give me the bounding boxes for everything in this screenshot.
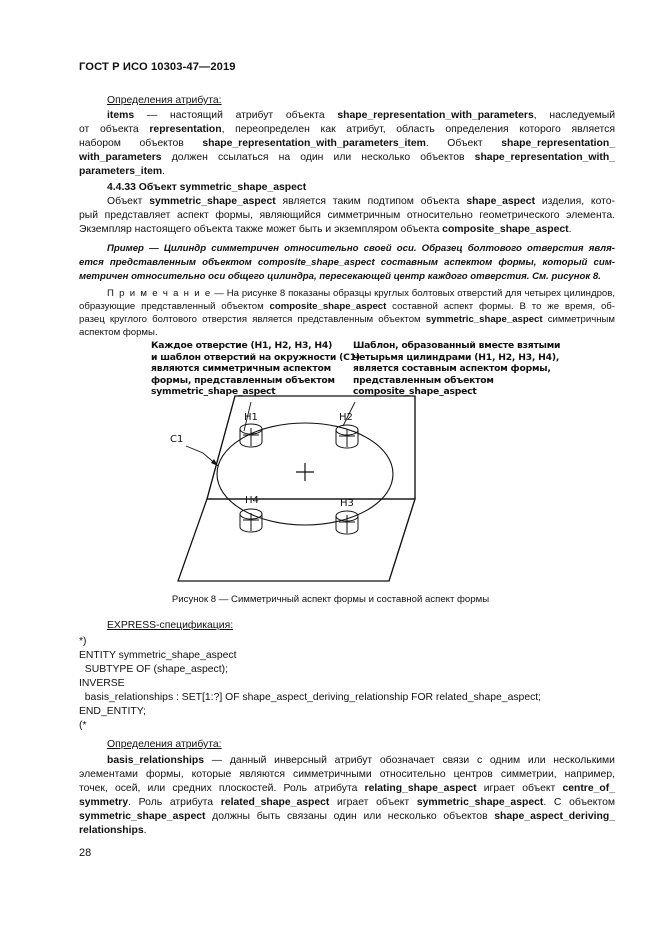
- code-line: (*: [79, 720, 87, 731]
- text-run: от объекта: [79, 124, 150, 135]
- text-run: parameters_item: [79, 166, 163, 177]
- figure-label-line: четырьмя цилиндрами (H1, H2, H3, H4),: [353, 351, 560, 363]
- figure-label-line: формы, представленным объектом: [151, 374, 335, 386]
- text-run: — На рисунке 8 показаны образцы круглых болтовых отверстий для четырех цилиндров,: [211, 288, 616, 299]
- example-line: ется представленным объектом composite_shape_aspect составным аспектом формы, который сим-: [79, 257, 615, 268]
- text-run: — настоящий атрибут объекта: [134, 110, 338, 121]
- text-run: точек, осей, или средних плоскостей. Роль атрибута: [79, 783, 365, 794]
- text-run: аспектом формы.: [79, 327, 158, 338]
- figure-label-line: являются симметричным аспектом: [151, 363, 331, 374]
- text-run: П р и м е ч а н и е: [107, 288, 212, 299]
- text-run: shape_representation_with_: [474, 152, 615, 163]
- text-run: symmetric_shape_aspect: [79, 811, 206, 822]
- text-run: набором объектов: [79, 138, 203, 149]
- text-run: Объект: [107, 196, 150, 207]
- text-run: играет объект: [476, 783, 563, 794]
- section2-heading: 4.4.33 Объект symmetric_shape_aspect: [107, 182, 307, 193]
- text-run: играет объект: [329, 797, 417, 808]
- figure-label-line: Шаблон, образованный вместе взятыми: [353, 340, 561, 351]
- text-run: должен ссылаться на один или несколько объектов: [161, 152, 475, 163]
- hole-h4: [240, 509, 262, 532]
- section3-line: [79, 810, 615, 824]
- text-run: relationships: [79, 825, 144, 836]
- page-number: 28: [79, 847, 92, 859]
- text-run: shape_aspect_deriving_: [494, 811, 615, 822]
- text-run: разец круглого болтового отверстия является представленным объектом: [79, 314, 426, 325]
- text-run: , переопределен как атрибут, область определения которого является: [221, 124, 615, 135]
- figure-label-line: composite_shape_aspect: [353, 386, 477, 397]
- text-run: symmetric_shape_aspect: [425, 314, 543, 325]
- text-run: symmetric_shape_aspect: [149, 196, 276, 207]
- text-run: рый представляет аспект формы, являющийся симметричным относительно геометрического элемента.: [79, 210, 615, 221]
- text-run: симметричным: [542, 314, 615, 325]
- text-run: with_parameters: [79, 152, 162, 163]
- section3-heading: Определения атрибута:: [107, 739, 222, 750]
- text-run: образующие представленный объектом: [79, 301, 270, 312]
- code-line: SUBTYPE OF (shape_aspect);: [79, 664, 228, 675]
- text-run: , наследуемый: [533, 110, 616, 121]
- text-run: centre_of_: [562, 783, 615, 794]
- text-run: representation: [149, 124, 222, 135]
- code-line: basis_relationships : SET[1:?] OF shape_aspect_deriving_relationship FOR related_shape_aspect;: [79, 692, 542, 703]
- code-line: END_ENTITY;: [79, 706, 146, 717]
- section3-line: [79, 768, 615, 782]
- section1-heading: Определения атрибута:: [107, 95, 222, 106]
- label-c1: C1: [170, 434, 184, 445]
- code-line: *): [79, 636, 87, 647]
- section3-line: [79, 824, 615, 838]
- text-run: composite_shape_aspect: [442, 224, 569, 235]
- text-run: . Объект: [425, 138, 502, 149]
- text-run: . Роль атрибута: [128, 797, 221, 808]
- figure-label-line: Каждое отверстие (H1, H2, H3, H4): [151, 340, 333, 351]
- section3-line: [79, 796, 615, 810]
- example-line: Пример — Цилиндр симметричен относительно своей оси. Образец болтового отверстия явля-: [107, 243, 615, 254]
- plate-edge-left: [207, 396, 235, 499]
- text-run: .: [568, 224, 572, 235]
- label-h4: H4: [245, 495, 259, 506]
- plate-top: [207, 396, 415, 499]
- text-run: shape_representation_: [501, 138, 616, 149]
- text-run: элементами формы, которые являются симметричными относительно центров симметрии, например,: [79, 769, 615, 780]
- text-run: составной аспект формы. В то же время, об-: [386, 301, 615, 312]
- text-run: shape_representation_with_parameters: [337, 110, 534, 121]
- text-run: shape_aspect: [466, 196, 536, 207]
- figure-label-line: symmetric_shape_aspect: [151, 386, 276, 397]
- figure-caption: Рисунок 8 — Симметричный аспект формы и составной аспект формы: [171, 594, 490, 605]
- text-run: symmetric_shape_aspect: [416, 797, 544, 808]
- text-run: .: [143, 825, 147, 836]
- hole-h3: [336, 511, 358, 534]
- document-id: ГОСТ Р ИСО 10303-47—2019: [79, 61, 236, 73]
- code-line: INVERSE: [79, 678, 125, 689]
- section3-line: [107, 754, 615, 768]
- figure-label-line: и шаблон отверстий на окружности (C1): [151, 351, 360, 363]
- text-run: должны быть связаны один или несколько объектов: [205, 811, 495, 822]
- figure-label-line: представленным объектом: [353, 374, 494, 386]
- label-h2: H2: [339, 412, 353, 423]
- text-run: — данный инверсный атрибут обозначает связи с одним или несколькими: [204, 755, 615, 766]
- text-run: .: [162, 166, 166, 177]
- text-run: items: [107, 110, 135, 121]
- text-run: изделия, кото-: [535, 196, 615, 207]
- text-run: symmetry: [79, 797, 129, 808]
- hole-h1: [240, 424, 262, 447]
- text-run: relating_shape_aspect: [364, 783, 477, 794]
- code-line: ENTITY symmetric_shape_aspect: [79, 650, 237, 661]
- plate-side: [178, 499, 415, 581]
- label-h3: H3: [340, 498, 354, 509]
- express-heading: EXPRESS-спецификация:: [107, 620, 234, 631]
- figure-label-line: является составным аспектом формы,: [353, 363, 551, 374]
- text-run: basis_relationships: [107, 755, 205, 766]
- text-run: shape_representation_with_parameters_item: [202, 138, 426, 149]
- text-run: Экземпляр настоящего объекта также может быть и экземпляром объекта: [79, 224, 443, 235]
- text-run: related_shape_aspect: [220, 797, 330, 808]
- text-run: composite_shape_aspect: [269, 301, 387, 312]
- section3-line: [79, 782, 615, 796]
- text-run: является таким подтипом объекта: [275, 196, 467, 207]
- label-h1: H1: [244, 412, 258, 423]
- text-run: . С объектом: [543, 797, 615, 808]
- example-line: метричен относительно оси общего цилиндра, пересекающей центр каждого отверстия. См. рисунок 8.: [79, 271, 601, 282]
